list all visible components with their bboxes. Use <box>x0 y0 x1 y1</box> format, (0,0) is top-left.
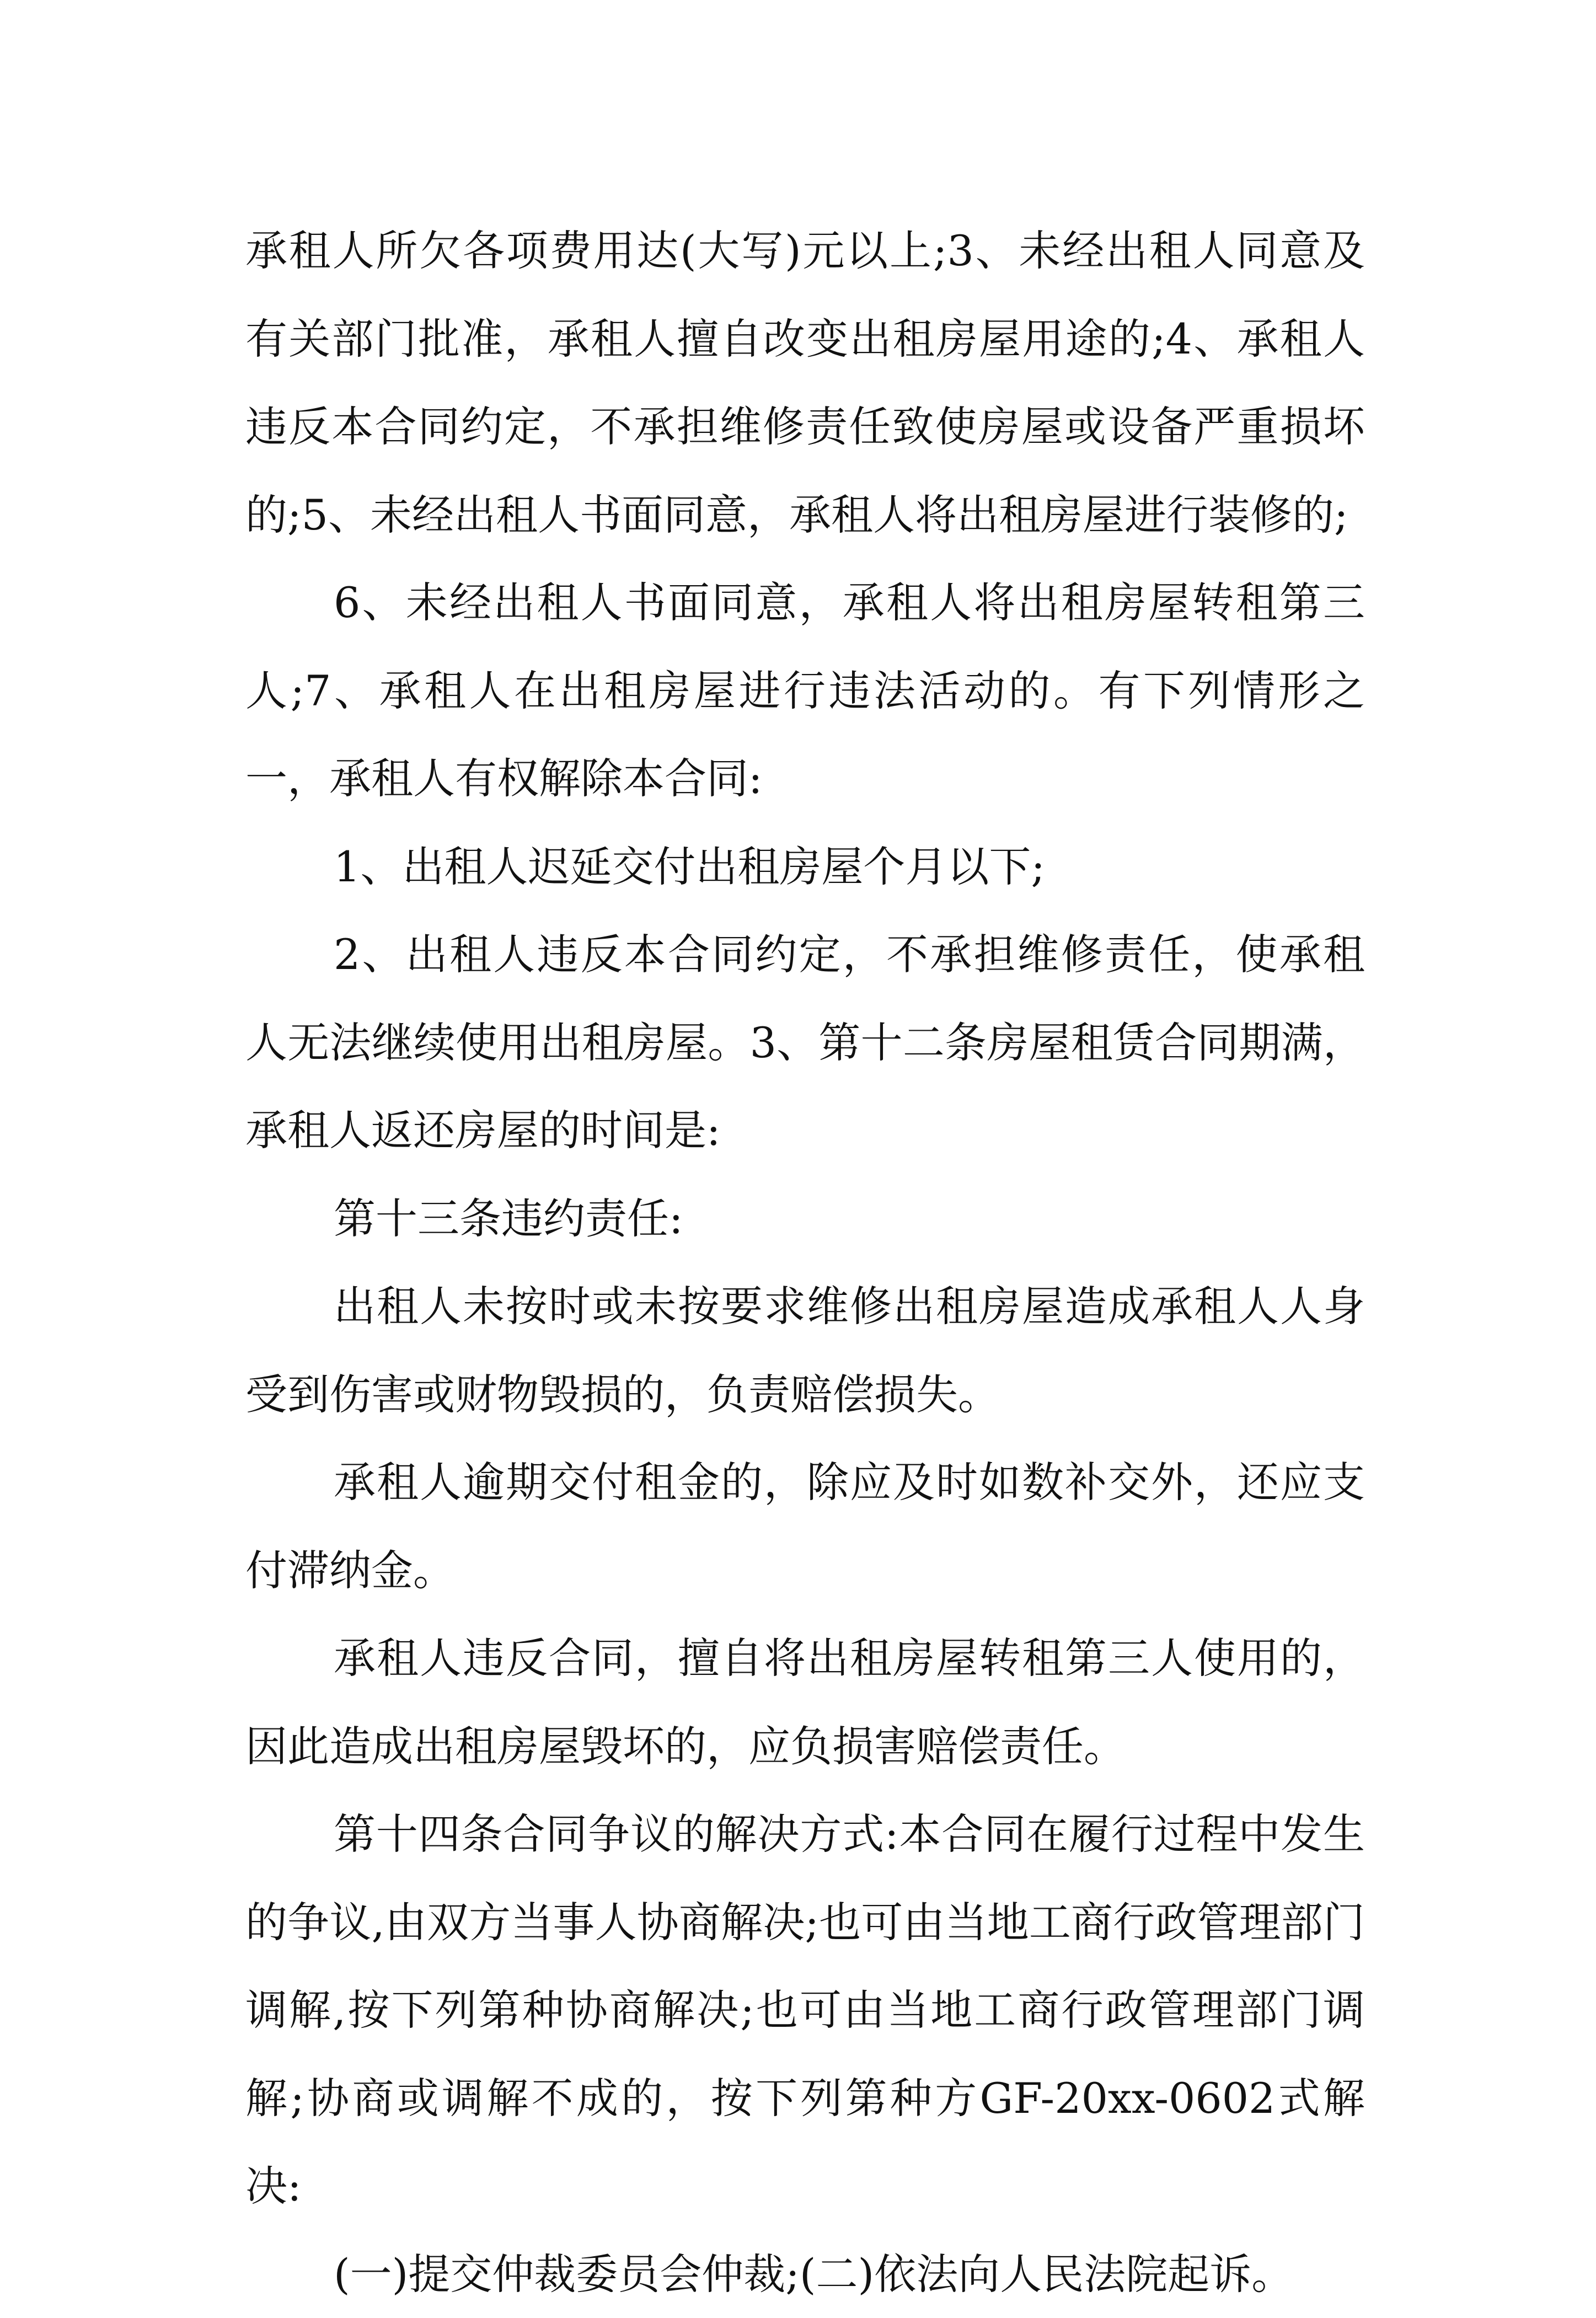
paragraph-6: 出租人未按时或未按要求维修出租房屋造成承租人人身受到伤害或财物毁损的，负责赔偿损失。 <box>245 1262 1365 1438</box>
paragraph-4: 2、出租人违反本合同约定，不承担维修责任，使承租人无法继续使用出租房屋。3、第十二条房屋租赁合同期满，承租人返还房屋的时间是: <box>245 911 1365 1175</box>
paragraph-2: 6、未经出租人书面同意，承租人将出租房屋转租第三人;7、承租人在出租房屋进行违法活动的。有下列情形之一，承租人有权解除本合同: <box>245 559 1365 823</box>
paragraph-1: 承租人所欠各项费用达(大写)元以上;3、未经出租人同意及有关部门批准，承租人擅自改变出租房屋用途的;4、承租人违反本合同约定，不承担维修责任致使房屋或设备严重损坏的;5、未经出租人书面同意，承租人将出租房屋进行装修的; <box>245 207 1365 559</box>
paragraph-8: 承租人违反合同，擅自将出租房屋转租第三人使用的，因此造成出租房屋毁坏的，应负损害赔偿责任。 <box>245 1614 1365 1790</box>
paragraph-3: 1、出租人迟延交付出租房屋个月以下; <box>245 823 1365 911</box>
paragraph-5: 第十三条违约责任: <box>245 1175 1365 1263</box>
document-body <box>245 207 1365 2318</box>
paragraph-10: (一)提交仲裁委员会仲裁;(二)依法向人民法院起诉。 <box>245 2230 1365 2318</box>
paragraph-7: 承租人逾期交付租金的，除应及时如数补交外，还应支付滞纳金。 <box>245 1438 1365 1614</box>
paragraph-9: 第十四条合同争议的解决方式:本合同在履行过程中发生的争议,由双方当事人协商解决;也可由当地工商行政管理部门调解,按下列第种协商解决;也可由当地工商行政管理部门调解;协商或调解不成的，按下列第种方GF-20xx-0602式解决: <box>245 1790 1365 2230</box>
